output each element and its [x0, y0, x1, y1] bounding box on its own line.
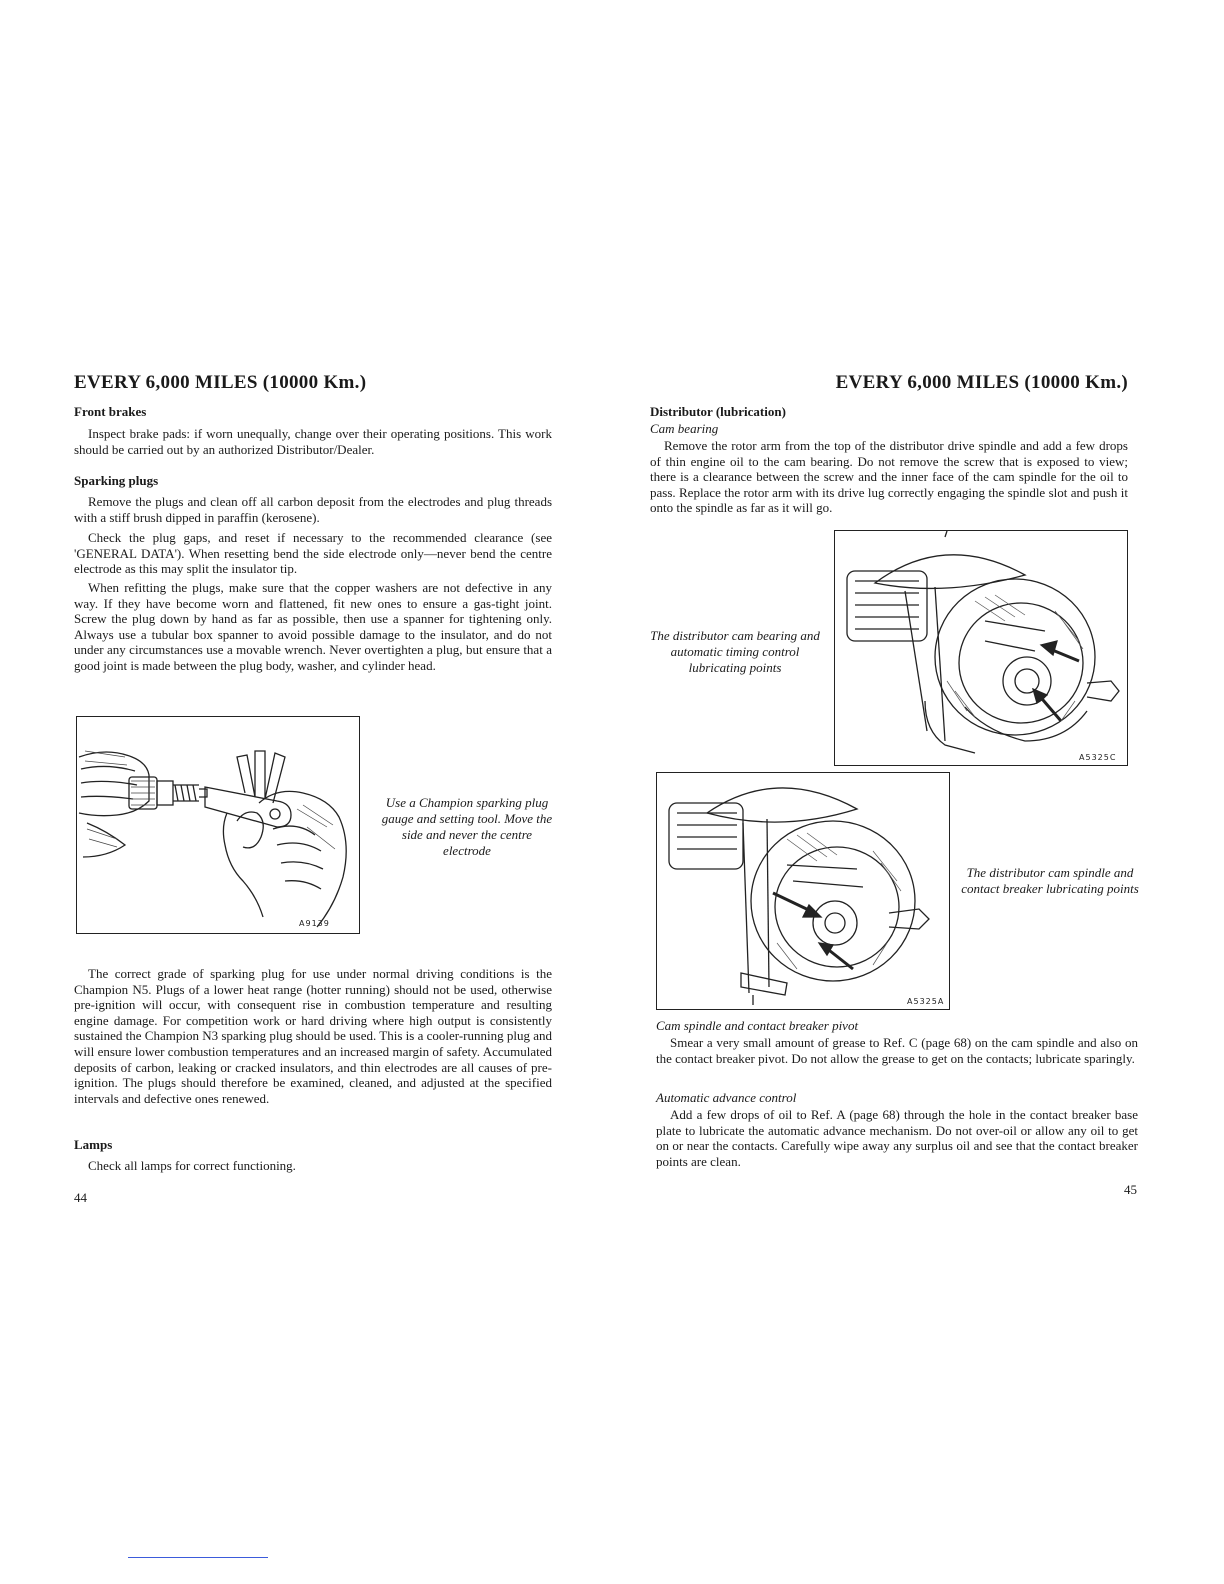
distributor-heading: Distributor (lubrication): [650, 404, 786, 419]
sparking-plugs-paragraph-1: Remove the plugs and clean off all carbon deposit from the electrodes and plug threads with a stiff brush dipped in paraffin (kerosene).: [74, 494, 552, 525]
sparking-plugs-heading: Sparking plugs: [74, 473, 159, 488]
sparking-plug-figure-tag: A9139: [299, 919, 330, 928]
distributor-figure-1-tag: A5325C: [1079, 753, 1117, 762]
right-page-header: EVERY 6,000 MILES (10000 Km.): [835, 372, 1128, 393]
distributor-cam-spindle-figure: [656, 772, 950, 1010]
front-brakes-paragraph: Inspect brake pads: if worn unequally, change over their operating positions. This work should be carried out by an authorized Distributor/Dealer.: [74, 426, 552, 457]
sparking-plugs-paragraph-3: When refitting the plugs, make sure that the copper washers are not defective in any way. If they have become worn and flattened, fit new ones to ensure a gas-tight joint. Screw the plug down by hand as far as possible, then use a spanner for tightening only. Always use a tubular box spanner to avoid possible damage to the insulator, and do not under any circumstances use a movable wrench. Never overtighten a plug, but ensure that a good joint is made between the plug body, washer, and cylinder head.: [74, 580, 552, 673]
sparking-plug-gauge-figure: [76, 716, 360, 934]
auto-advance-paragraph: Add a few drops of oil to Ref. A (page 68) through the hole in the contact breaker base plate to lubricate the automatic advance mechanism. Do not over-oil or allow any oil to get on or near the contacts. Carefully wipe away any surplus oil and see that the contact breaker points are clean.: [656, 1107, 1138, 1169]
auto-advance-subheading: Automatic advance control: [656, 1090, 797, 1105]
front-brakes-heading: Front brakes: [74, 404, 147, 419]
distributor-figure-1-caption: The distributor cam bearing and automatic timing control lubricating points: [650, 628, 820, 675]
right-page-number: 45: [1124, 1182, 1137, 1197]
cam-spindle-paragraph: Smear a very small amount of grease to Ref. C (page 68) on the cam spindle and also on the contact breaker pivot. Do not allow the grease to get on the contacts; lubricate sparingly.: [656, 1035, 1138, 1066]
distributor-cam-bearing-illustration: [835, 531, 1127, 765]
left-page-header: EVERY 6,000 MILES (10000 Km.): [74, 372, 367, 393]
cam-bearing-subheading: Cam bearing: [650, 421, 719, 436]
distributor-figure-2-caption: The distributor cam spindle and contact breaker lubricating points: [961, 865, 1139, 896]
sparking-plug-gauge-illustration: [77, 717, 359, 933]
lamps-paragraph: Check all lamps for correct functioning.: [88, 1158, 296, 1173]
cam-bearing-paragraph: Remove the rotor arm from the top of the distributor drive spindle and add a few drops of thin engine oil to the cam bearing. Do not remove the screw that is exposed to view; there is a clearance between the screw and the inner face of the cam spindle for the oil to pass. Replace the rotor arm with its drive lug correctly engaging the spindle slot and push it onto the spindle as far as it will go.: [650, 438, 1128, 516]
distributor-cam-bearing-figure: [834, 530, 1128, 766]
left-page-number: 44: [74, 1190, 87, 1205]
sparking-plug-figure-caption: Use a Champion sparking plug gauge and setting tool. Move the side and never the centre electrode: [381, 795, 553, 858]
cam-spindle-subheading: Cam spindle and contact breaker pivot: [656, 1018, 859, 1033]
distributor-figure-2-tag: A5325A: [907, 997, 945, 1006]
lamps-heading: Lamps: [74, 1137, 113, 1152]
distributor-cam-spindle-illustration: [657, 773, 949, 1009]
sparking-plugs-paragraph-2: Check the plug gaps, and reset if necessary to the recommended clearance (see 'GENERAL DATA'). When resetting bend the side electrode only—never bend the centre electrode as this may split the insulator tip.: [74, 530, 552, 577]
plug-grade-paragraph: The correct grade of sparking plug for use under normal driving conditions is the Champion N5. Plugs of a lower heat range (hotter running) should not be used, otherwise pre-ignition will occur, with consequent rise in combustion temperature and resulting engine damage. For competition work or hard driving where high output is consistently sustained the Champion N3 sparking plug should be used. This is a cooler-running plug and will ensure lower combustion temperatures and an increased margin of safety. Accumulated deposits of carbon, leaking or cracked insulators, and thin electrodes are all causes of pre-ignition. The plugs should therefore be examined, cleaned, and adjusted at the specified intervals and defective ones renewed.: [74, 966, 552, 1106]
footnote-rule: [128, 1557, 268, 1558]
